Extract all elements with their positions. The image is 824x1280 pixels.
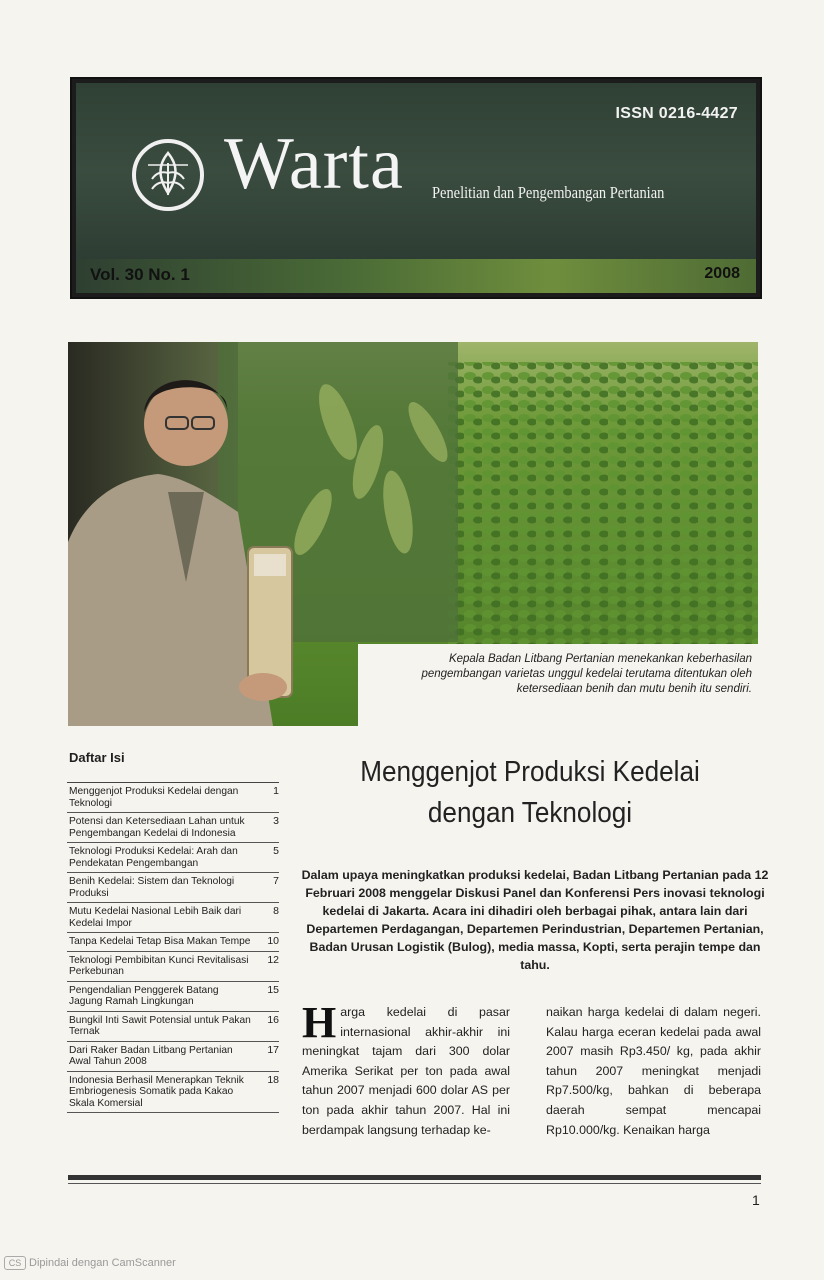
- table-of-contents: [67, 750, 279, 1113]
- photo-caption: Kepala Badan Litbang Pertanian menekankan keberhasilan pengembangan varietas unggul kedelai terutama ditentukan oleh ketersediaan benih dan mutu benih itu sendiri.: [421, 653, 752, 695]
- page-number: 1: [752, 1192, 760, 1208]
- cover-photo: [68, 342, 758, 726]
- toc-entry-page: 3: [273, 815, 279, 827]
- newsletter-title: Warta: [224, 123, 404, 205]
- toc-entry: [67, 1072, 279, 1114]
- article-headline: Menggenjot Produksi Kedelai dengan Teknologi: [360, 756, 700, 829]
- toc-entry: [67, 1042, 279, 1072]
- toc-entry-page: 18: [267, 1073, 279, 1086]
- toc-list: [67, 782, 279, 1113]
- toc-entry: [67, 1012, 279, 1042]
- footer-rule-thin: [68, 1183, 761, 1184]
- toc-title: Daftar Isi: [69, 750, 125, 765]
- scanner-watermark: [4, 1256, 176, 1270]
- article-column-1: [302, 998, 510, 1140]
- toc-entry: [67, 873, 279, 903]
- article-column-2: naikan harga kedelai di dalam negeri. Kalau harga eceran kedelai pada awal 2007 masih Rp3.450/ kg, pada akhir tahun 2007 meningkat menjadi Rp7.500/kg, bahkan di beberapa daerah sempat mencapai Rp10.000/kg. Kenaikan harga: [546, 1005, 761, 1137]
- toc-entry: [67, 843, 279, 873]
- toc-entry-label: Mutu Kedelai Nasional Lebih Baik dari Kedelai Impor: [69, 906, 242, 929]
- toc-entry-label: Tanpa Kedelai Tetap Bisa Makan Tempe: [69, 936, 251, 947]
- toc-entry-label: Potensi dan Ketersediaan Lahan untuk Pengembangan Kedelai di Indonesia: [69, 816, 245, 839]
- toc-entry-page: 15: [267, 983, 279, 996]
- issn-label: ISSN 0216-4427: [615, 105, 738, 122]
- camscanner-icon: CS: [4, 1256, 26, 1270]
- toc-entry-page: 16: [267, 1013, 279, 1026]
- toc-entry-label: Bungkil Inti Sawit Potensial untuk Pakan Ternak: [69, 1014, 251, 1037]
- drop-cap: H: [302, 998, 337, 1047]
- toc-entry: [67, 952, 279, 982]
- column-1-text: arga kedelai di pasar internasional akhir-akhir ini meningkat tajam dari 300 dolar Amerika Serikat per ton pada awal tahun 2007 menjadi 600 dolar AS per ton pada akhir tahun 2007. Hal ini berdampak langsung terhadap ke-: [302, 1005, 510, 1137]
- toc-entry-label: Dari Raker Badan Litbang Pertanian Awal Tahun 2008: [69, 1044, 233, 1067]
- toc-entry-page: 12: [267, 953, 279, 966]
- toc-entry-label: Teknologi Produksi Kedelai: Arah dan Pendekatan Pengembangan: [69, 846, 238, 869]
- toc-entry: [67, 783, 279, 813]
- article-lead: Dalam upaya meningkatkan produksi kedelai, Badan Litbang Pertanian pada 12 Februari 2008 menggelar Diskusi Panel dan Konferensi Pers inovasi teknologi kedelai di Jakarta. Acara ini dihadiri oleh berbagai pihak, antara lain dari Departemen Perdagangan, Departemen Perindustrian, Departemen Pertanian, Badan Urusan Logistik (Bulog), media massa, Kopti, serta perajin tempe dan tahu.: [301, 868, 769, 972]
- toc-entry-label: Teknologi Pembibitan Kunci Revitalisasi Perkebunan: [69, 954, 249, 977]
- toc-entry: [67, 933, 279, 952]
- year-label: 2008: [704, 265, 740, 282]
- toc-entry-page: 5: [273, 845, 279, 857]
- volume-label: Vol. 30 No. 1: [90, 265, 190, 284]
- toc-entry: [67, 903, 279, 933]
- toc-entry: [67, 982, 279, 1012]
- agency-emblem-icon: [132, 139, 204, 211]
- toc-entry-page: 8: [273, 905, 279, 917]
- toc-entry-label: Indonesia Berhasil Menerapkan Teknik Embriogenesis Somatik pada Kakao Skala Komersial: [69, 1074, 244, 1109]
- footer-rule: [68, 1175, 761, 1180]
- toc-entry-page: 7: [273, 875, 279, 887]
- masthead: [70, 77, 762, 299]
- toc-entry: [67, 813, 279, 843]
- toc-entry-page: 1: [273, 785, 279, 797]
- toc-entry-page: 17: [267, 1043, 279, 1056]
- masthead-banner: [76, 83, 756, 259]
- toc-entry-label: Pengendalian Penggerek Batang Jagung Ramah Lingkungan: [69, 984, 219, 1007]
- toc-entry-page: 10: [267, 935, 279, 947]
- masthead-issue-bar: [76, 259, 756, 293]
- toc-entry-label: Benih Kedelai: Sistem dan Teknologi Produksi: [69, 876, 235, 899]
- caption-box: [358, 644, 758, 726]
- toc-entry-label: Menggenjot Produksi Kedelai dengan Teknologi: [69, 786, 239, 809]
- watermark-text: Dipindai dengan CamScanner: [29, 1256, 176, 1269]
- newsletter-subtitle: Penelitian dan Pengembangan Pertanian: [432, 183, 665, 202]
